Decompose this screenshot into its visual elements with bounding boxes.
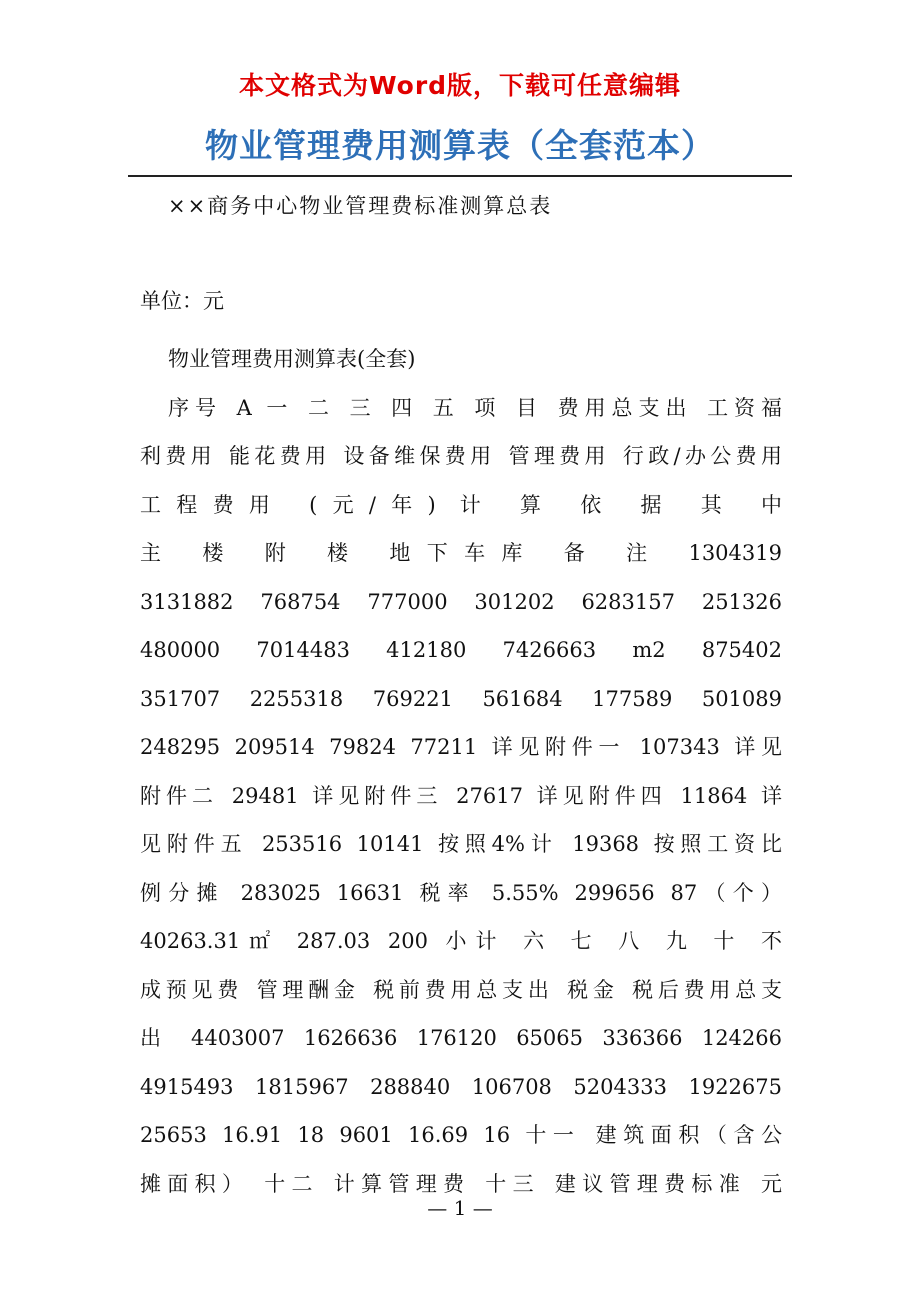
document-title: 物业管理费用测算表（全套范本） (205, 126, 715, 165)
page-number: — 1 — (427, 1196, 493, 1220)
body-line: 4915493 1815967 288840 106708 5204333 1922675 (140, 1074, 782, 1099)
body-line: 351707 2255318 769221 561684 177589 501089 (140, 686, 782, 711)
body-line: 见附件五 253516 10141 按照4%计 19368 按照工资比 (140, 832, 782, 856)
body-line: 出 4403007 1626636 176120 65065 336366 124266 (140, 1026, 782, 1050)
body-line: 25653 16.91 18 9601 16.69 16 十一 建筑面积（含公 (140, 1123, 782, 1147)
body-line: 物业管理费用测算表(全套) (168, 347, 416, 371)
title-divider (128, 175, 792, 177)
body-line: 3131882 768754 777000 301202 6283157 251326 (140, 589, 782, 614)
unit-label: 单位：元 (140, 289, 224, 313)
body-line: 成预见费 管理酬金 税前费用总支出 税金 税后费用总支 (140, 977, 782, 1002)
table-subheading: ××商务中心物业管理费标准测算总表 (168, 194, 553, 218)
body-line: 480000 7014483 412180 7426663 m2 875402 (140, 638, 782, 662)
body-line: 248295 209514 79824 77211 详见附件一 107343 详见 (140, 735, 782, 759)
format-banner: 本文格式为Word版，下载可任意编辑 (238, 71, 682, 100)
body-line: 例分摊 283025 16631 税率 5.55% 299656 87（个） (140, 880, 782, 905)
body-line: 摊面积） 十二 计算管理费 十三 建议管理费标准 元 (140, 1171, 782, 1196)
body-line: 附件二 29481 详见附件三 27617 详见附件四 11864 详 (140, 783, 782, 808)
body-text (140, 335, 782, 1208)
body-line: 利费用 能花费用 设备维保费用 管理费用 行政/办公费用 (140, 444, 782, 468)
body-line: 40263.31㎡ 287.03 200 小计 六 七 八 九 十 不 (140, 929, 782, 953)
body-line: 主 楼 附 楼 地下车库 备 注 1304319 (140, 541, 782, 565)
body-line: 序号 A 一 二 三 四 五 项 目 费用总支出 工资福 (168, 395, 782, 420)
body-line: 工程费用 (元/年) 计 算 依 据 其 中 (140, 492, 782, 517)
